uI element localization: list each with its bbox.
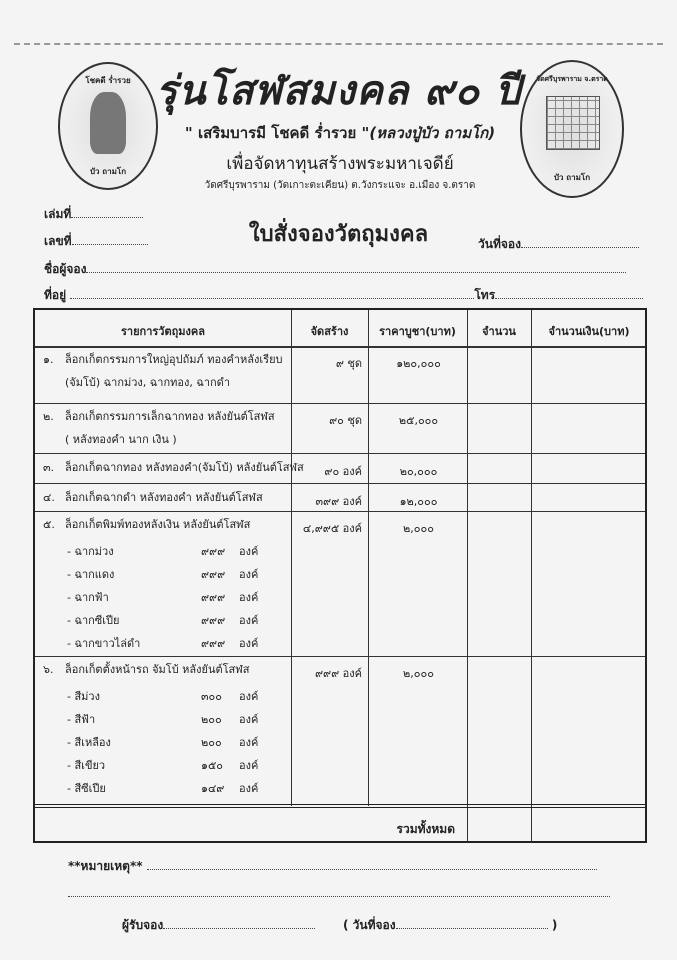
- price: ๑๒๐,๐๐๐: [396, 357, 441, 370]
- sub-item-unit: องค์: [239, 759, 259, 772]
- subtitle: [150, 121, 530, 145]
- sub-item-unit: องค์: [239, 782, 259, 795]
- name-field[interactable]: [44, 260, 626, 279]
- receiver-field[interactable]: [122, 916, 315, 935]
- date-label: วันที่จอง: [478, 237, 521, 251]
- price: ๒,๐๐๐: [403, 667, 434, 680]
- price: ๒๕,๐๐๐: [398, 414, 439, 427]
- price: ๒,๐๐๐: [403, 522, 434, 535]
- row-number: ๕.: [43, 518, 55, 531]
- sub-item-unit: องค์: [239, 736, 259, 749]
- close-paren: ): [551, 918, 558, 932]
- page-title: รุ่นโสฬสมงคล ๙๐ ปี: [155, 67, 522, 114]
- item-description: ล็อกเก็ตตั้งหน้ารถ จัมโบ้ หลังยันต์โสฬส: [65, 663, 250, 676]
- sub-item-unit: องค์: [239, 614, 259, 627]
- item-description: ล็อกเก็ตกรรมการใหญ่อุปถัมภ์ ทองคำหลังเรียบ: [65, 353, 283, 366]
- item-description: ( หลังทองคำ นาก เงิน ): [65, 433, 177, 446]
- sub-item-qty: ๑๔๙: [201, 782, 225, 795]
- phone-label: โทร: [474, 288, 496, 302]
- sub-item-name: - ฉากฟ้า: [67, 591, 109, 604]
- subtitle-text: " เสริมบารมี โชคดี ร่ำรวย ": [184, 124, 370, 142]
- sub-item-unit: องค์: [239, 713, 259, 726]
- made-quantity: ๙๐ องค์: [324, 465, 362, 478]
- row-number: ๖.: [43, 663, 54, 676]
- sub-item-unit: องค์: [239, 690, 259, 703]
- header-quantity: จำนวน: [482, 325, 516, 338]
- made-quantity: ๙๐ ชุด: [329, 414, 362, 427]
- header-item: รายการวัตถุมงคล: [121, 325, 205, 338]
- made-quantity: ๙ ชุด: [335, 357, 362, 370]
- note-field[interactable]: [68, 857, 597, 876]
- sub-item-name: - ฉากซีเปีย: [67, 614, 120, 627]
- sub-item-name: - ฉากขาวไล่ดำ: [67, 637, 141, 650]
- book-no-label: เล่มที่: [44, 207, 72, 221]
- note-label: **หมายเหตุ**: [68, 859, 143, 873]
- sub-item-name: - สีฟ้า: [67, 713, 96, 726]
- receive-date-field[interactable]: [343, 916, 557, 935]
- receive-date-label: ( วันที่จอง: [343, 918, 396, 932]
- temple-address: วัดศรีบุรพาราม (วัดเกาะตะเคียน) ต.วังกระแจะ อ.เมือง จ.ตราด: [204, 180, 476, 191]
- made-quantity: ๙๙๙ องค์: [314, 667, 362, 680]
- header-amount: จำนวนเงิน(บาท): [548, 325, 630, 338]
- item-description: ล็อกเก็ตฉากดำ หลังทองคำ หลังยันต์โสฬส: [65, 491, 263, 504]
- sub-item-name: - ฉากแดง: [67, 568, 115, 581]
- date-field[interactable]: [478, 235, 639, 254]
- row-number: ๒.: [43, 410, 54, 423]
- sub-item-name: - สีซีเปีย: [67, 782, 106, 795]
- sub-item-unit: องค์: [239, 545, 259, 558]
- note-line-2[interactable]: [68, 882, 610, 901]
- sub-item-qty: ๙๙๙: [201, 591, 226, 604]
- header-made: จัดสร้าง: [310, 325, 349, 338]
- cut-line: [14, 43, 663, 45]
- sub-item-qty: ๙๙๙: [201, 568, 226, 581]
- sub-item-qty: ๙๙๙: [201, 637, 226, 650]
- made-quantity: ๓๙๙ องค์: [315, 495, 362, 508]
- address-field[interactable]: [44, 286, 643, 305]
- sub-item-unit: องค์: [239, 637, 259, 650]
- item-description: (จัมโบ้) ฉากม่วง, ฉากทอง, ฉากดำ: [65, 376, 230, 389]
- price: ๒๐,๐๐๐: [399, 465, 438, 478]
- subtitle-name: (หลวงปู่บัว ถามโก): [369, 124, 496, 142]
- right-medal-text: วัดศรีบุรพาราม จ.ตราด: [536, 75, 608, 83]
- sub-item-name: - สีเขียว: [67, 759, 106, 772]
- sub-item-name: - สีม่วง: [67, 690, 100, 703]
- name-label: ชื่อผู้จอง: [44, 262, 87, 276]
- total-label: รวมทั้งหมด: [396, 822, 455, 836]
- sub-item-qty: ๑๕๐: [201, 759, 224, 772]
- item-description: ล็อกเก็ตฉากทอง หลังทองคำ(จัมโบ้) หลังยันต์โสฬส: [65, 461, 304, 474]
- row-number: ๓.: [43, 461, 55, 474]
- price: ๑๒,๐๐๐: [399, 495, 438, 508]
- row-number: ๑.: [43, 353, 54, 366]
- sub-item-qty: ๙๙๙: [201, 614, 226, 627]
- purpose: เพื่อจัดหาทุนสร้างพระมหาเจดีย์: [226, 154, 454, 174]
- receiver-label: ผู้รับจอง: [122, 918, 164, 932]
- number-label: เลขที่: [44, 234, 72, 248]
- made-quantity: ๔,๙๙๕ องค์: [302, 522, 362, 535]
- sub-item-qty: ๒๐๐: [201, 713, 222, 726]
- right-medal-bottom: บัว ถามโก: [553, 173, 591, 182]
- sub-item-qty: ๓๐๐: [201, 690, 222, 703]
- address-label: ที่อยู่: [44, 288, 67, 302]
- sub-item-name: - สีเหลือง: [67, 736, 111, 749]
- order-table: [33, 308, 647, 843]
- sub-item-unit: องค์: [239, 568, 259, 581]
- left-medal-bottom: บัว ถามโก: [89, 167, 127, 176]
- item-description: ล็อกเก็ตกรรมการเล็กฉากทอง หลังยันต์โสฬส: [65, 410, 275, 423]
- item-description: ล็อกเก็ตพิมพ์ทองหลังเงิน หลังยันต์โสฬส: [65, 518, 251, 531]
- form-title: ใบสั่งจองวัตถุมงคล: [248, 222, 429, 247]
- left-medal-text: โชคดี ร่ำรวย: [85, 76, 131, 85]
- header-price: ราคาบูชา(บาท): [379, 325, 456, 338]
- sub-item-name: - ฉากม่วง: [67, 545, 114, 558]
- sub-item-qty: ๙๙๙: [201, 545, 226, 558]
- sub-item-qty: ๒๐๐: [201, 736, 222, 749]
- row-number: ๔.: [43, 491, 55, 504]
- sub-item-unit: องค์: [239, 591, 259, 604]
